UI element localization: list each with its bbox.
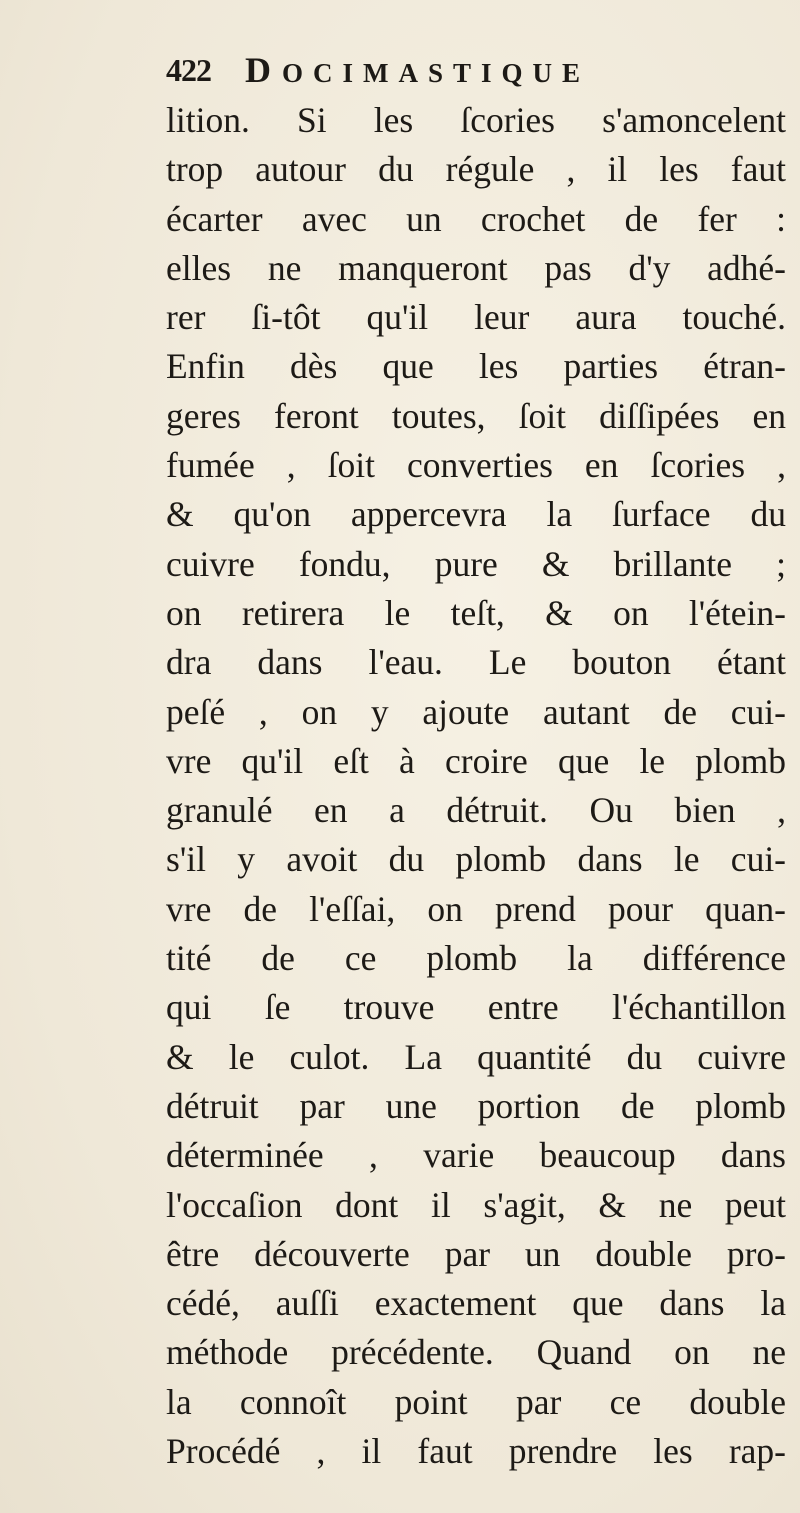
text-line: la connoît point par ce double xyxy=(166,1381,786,1422)
running-title-initial: D xyxy=(245,50,282,90)
text-line: être découverte par un double pro- xyxy=(166,1233,786,1274)
text-line: lition. Si les ſcories s'amoncelent xyxy=(166,100,786,140)
text-line: Enfin dès que les parties étran- xyxy=(166,346,786,387)
text-line: détruit par une portion de plomb xyxy=(166,1085,786,1126)
text-line: déterminée , varie beaucoup dans xyxy=(166,1135,786,1176)
text-line: cuivre fondu, pure & brillante ; xyxy=(166,543,786,584)
text-line: granulé en a détruit. Ou bien , xyxy=(166,790,786,831)
text-line: rer ſi-tôt qu'il leur aura touché. xyxy=(166,297,786,338)
text-line: dra dans l'eau. Le bouton étant xyxy=(166,642,786,683)
page-header xyxy=(166,44,766,96)
text-line: elles ne manqueront pas d'y adhé- xyxy=(166,247,786,288)
text-line: geres feront toutes, ſoit diſſipées en xyxy=(166,395,786,436)
body-text xyxy=(166,96,786,1476)
text-line: trop autour du régule , il les faut xyxy=(166,149,786,190)
text-line: s'il y avoit du plomb dans le cui- xyxy=(166,839,786,880)
text-line: Procédé , il faut prendre les rap- xyxy=(166,1431,786,1472)
running-title xyxy=(245,49,590,91)
text-line: & le culot. La quantité du cuivre xyxy=(166,1036,786,1077)
text-line: vre de l'eſſai, on prend pour quan- xyxy=(166,888,786,929)
text-line: peſé , on y ajoute autant de cui- xyxy=(166,691,786,732)
text-line: écarter avec un crochet de fer : xyxy=(166,198,786,239)
text-line: qui ſe trouve entre l'échantillon xyxy=(166,987,786,1028)
text-line: & qu'on appercevra la ſurface du xyxy=(166,494,786,535)
text-line: tité de ce plomb la différence xyxy=(166,938,786,979)
text-line: vre qu'il eſt à croire que le plomb xyxy=(166,740,786,781)
text-line: on retirera le teſt, & on l'étein- xyxy=(166,592,786,633)
running-title-rest: OCIMASTIQUE xyxy=(282,58,591,88)
text-line: cédé, auſſi exactement que dans la xyxy=(166,1283,786,1324)
text-line: l'occaſion dont il s'agit, & ne peut xyxy=(166,1184,786,1225)
page-number: 422 xyxy=(166,51,211,88)
text-line: fumée , ſoit converties en ſcories , xyxy=(166,445,786,486)
text-line: méthode précédente. Quand on ne xyxy=(166,1332,786,1373)
